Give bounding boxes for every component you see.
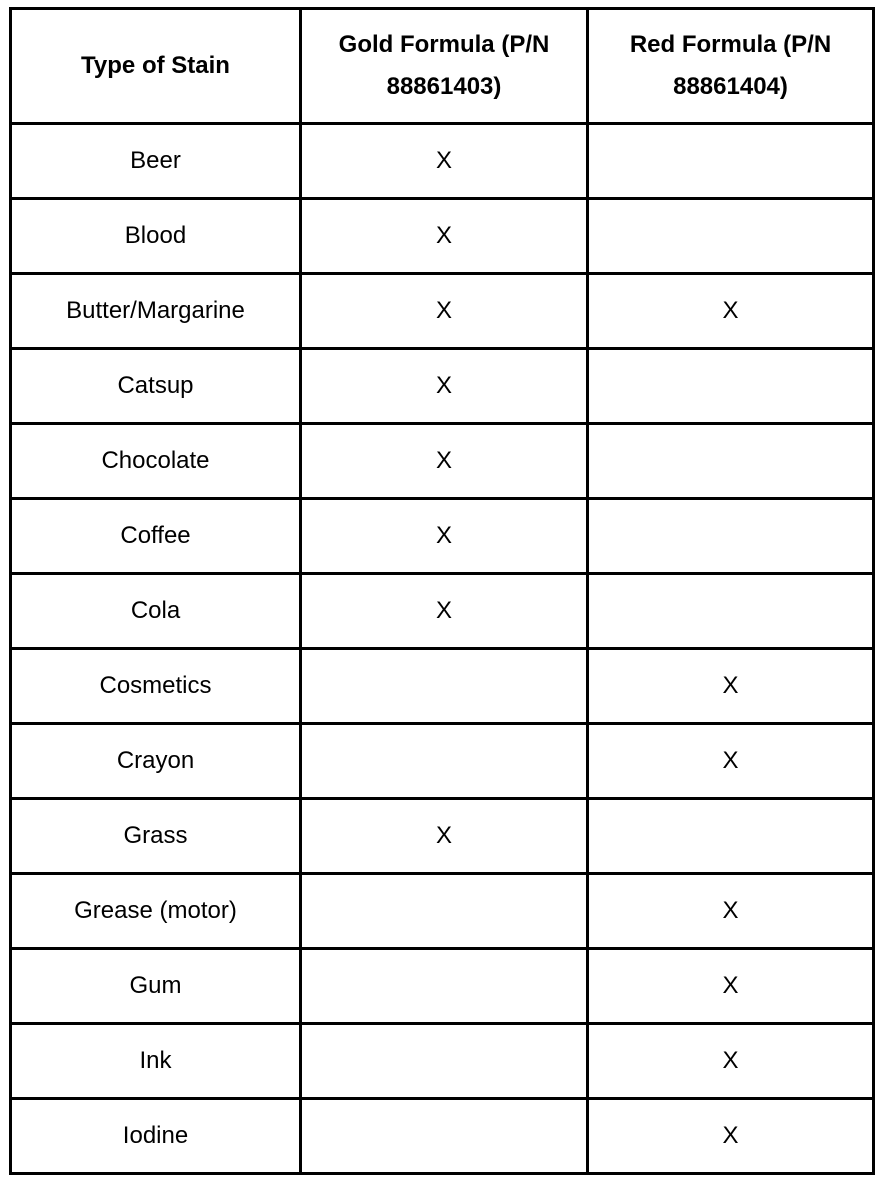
gold-cell: X [301, 499, 588, 574]
gold-cell: X [301, 424, 588, 499]
red-cell: X [588, 949, 874, 1024]
stain-cell: Cosmetics [11, 649, 301, 724]
table-row [11, 424, 874, 499]
stain-cell: Chocolate [11, 424, 301, 499]
header-type-of-stain [11, 9, 301, 124]
red-cell [588, 199, 874, 274]
red-cell: X [588, 724, 874, 799]
table-header [11, 9, 874, 124]
red-cell [588, 349, 874, 424]
stain-cell: Iodine [11, 1099, 301, 1174]
table-row [11, 1024, 874, 1099]
header-row [11, 9, 874, 124]
stain-cell: Beer [11, 124, 301, 199]
gold-cell: X [301, 574, 588, 649]
header-gold-formula [301, 9, 588, 124]
header-label: Red Formula (P/N 88861404) [629, 31, 832, 100]
gold-cell: X [301, 274, 588, 349]
stain-cell: Grass [11, 799, 301, 874]
red-cell: X [588, 1099, 874, 1174]
red-cell [588, 799, 874, 874]
gold-cell: X [301, 349, 588, 424]
stain-cell: Crayon [11, 724, 301, 799]
gold-cell [301, 724, 588, 799]
table-row [11, 799, 874, 874]
gold-cell [301, 949, 588, 1024]
red-cell [588, 574, 874, 649]
red-cell [588, 424, 874, 499]
stain-cell: Catsup [11, 349, 301, 424]
red-cell: X [588, 649, 874, 724]
table-row [11, 499, 874, 574]
table-body [11, 124, 874, 1174]
table-row [11, 349, 874, 424]
table-row [11, 124, 874, 199]
table-row [11, 874, 874, 949]
gold-cell: X [301, 799, 588, 874]
table-row [11, 574, 874, 649]
red-cell: X [588, 274, 874, 349]
gold-cell: X [301, 124, 588, 199]
header-label: Type of Stain [81, 52, 230, 79]
stain-formula-table [9, 7, 875, 1175]
stain-cell: Coffee [11, 499, 301, 574]
red-cell: X [588, 1024, 874, 1099]
gold-cell [301, 649, 588, 724]
table-row [11, 949, 874, 1024]
table-row [11, 649, 874, 724]
table-row [11, 199, 874, 274]
stain-cell: Blood [11, 199, 301, 274]
stain-cell: Butter/Margarine [11, 274, 301, 349]
stain-cell: Gum [11, 949, 301, 1024]
stain-cell: Cola [11, 574, 301, 649]
stain-cell: Ink [11, 1024, 301, 1099]
header-red-formula [588, 9, 874, 124]
red-cell: X [588, 874, 874, 949]
red-cell [588, 124, 874, 199]
table-row [11, 724, 874, 799]
gold-cell: X [301, 199, 588, 274]
stain-cell: Grease (motor) [11, 874, 301, 949]
gold-cell [301, 1099, 588, 1174]
gold-cell [301, 1024, 588, 1099]
header-label: Gold Formula (P/N 88861403) [338, 31, 550, 100]
red-cell [588, 499, 874, 574]
table-row [11, 274, 874, 349]
table-row [11, 1099, 874, 1174]
gold-cell [301, 874, 588, 949]
